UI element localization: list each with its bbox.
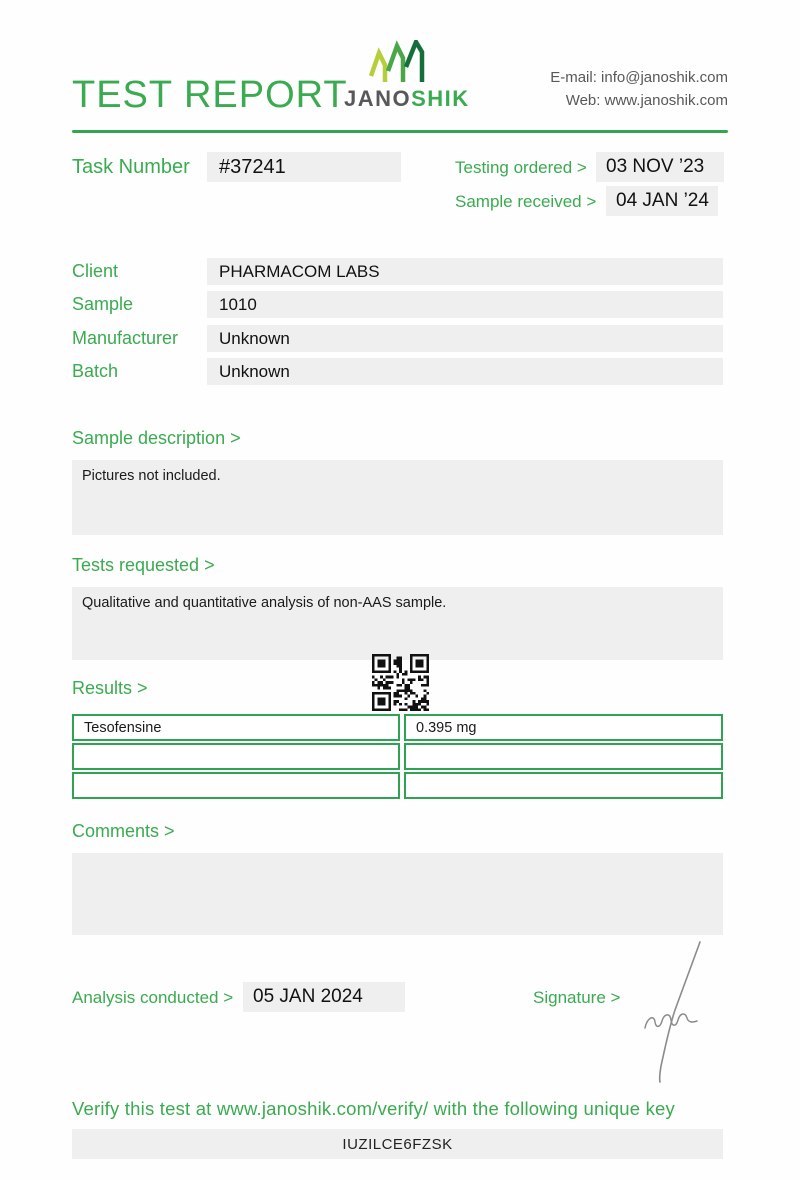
sample-description-heading: Sample description > xyxy=(72,428,241,448)
result-analyte-cell: Tesofensine xyxy=(72,714,400,741)
sample-value: 1010 xyxy=(207,291,723,318)
logo-wordmark xyxy=(344,86,470,112)
qr-code xyxy=(372,654,429,711)
task-number-value: #37241 xyxy=(207,152,401,182)
result-empty-cell xyxy=(404,743,723,770)
contact-block xyxy=(550,66,728,112)
contact-web xyxy=(550,89,728,112)
verify-key: IUZILCE6FZSK xyxy=(72,1129,723,1159)
testing-ordered-label: Testing ordered > xyxy=(455,158,587,177)
task-number-label: Task Number xyxy=(72,156,190,178)
client-label: Client xyxy=(72,261,119,281)
manufacturer-value: Unknown xyxy=(207,325,723,352)
comments-heading: Comments > xyxy=(72,821,175,841)
logo-shik: SHIK xyxy=(411,86,470,111)
logo-jano: JANO xyxy=(344,86,412,111)
sample-description-box: Pictures not included. xyxy=(72,460,723,535)
web-value: www.janoshik.com xyxy=(604,92,728,109)
sample-received-label: Sample received > xyxy=(455,192,597,211)
email-label: E-mail: xyxy=(550,69,597,86)
analysis-conducted-value: 05 JAN 2024 xyxy=(243,982,405,1012)
analysis-conducted-label: Analysis conducted > xyxy=(72,988,234,1007)
batch-label: Batch xyxy=(72,361,119,381)
email-value: info@janoshik.com xyxy=(601,69,728,86)
page-title: TEST REPORT xyxy=(72,74,348,116)
signature-handwriting xyxy=(638,936,710,1084)
result-empty-cell xyxy=(72,743,400,770)
result-empty-cell xyxy=(404,772,723,799)
signature-label: Signature > xyxy=(533,988,621,1007)
sample-label: Sample xyxy=(72,294,134,314)
web-label: Web: xyxy=(565,92,601,109)
testing-ordered-value: 03 NOV ’23 xyxy=(596,152,724,182)
batch-value: Unknown xyxy=(207,358,723,385)
manufacturer-label: Manufacturer xyxy=(72,328,179,348)
sample-received-value: 04 JAN ’24 xyxy=(606,186,718,216)
results-heading: Results > xyxy=(72,678,148,698)
verify-text: Verify this test at www.janoshik.com/verify/ with the following unique key xyxy=(72,1098,675,1119)
client-value: PHARMACOM LABS xyxy=(207,258,723,285)
results-table xyxy=(72,714,723,799)
comments-box xyxy=(72,853,723,935)
chart-peaks-icon xyxy=(368,40,432,86)
contact-email xyxy=(550,66,728,89)
tests-requested-box: Qualitative and quantitative analysis of non-AAS sample. xyxy=(72,587,723,660)
result-amount-cell: 0.395 mg xyxy=(404,714,723,741)
result-empty-cell xyxy=(72,772,400,799)
tests-requested-heading: Tests requested > xyxy=(72,555,215,575)
header-divider xyxy=(72,130,728,133)
